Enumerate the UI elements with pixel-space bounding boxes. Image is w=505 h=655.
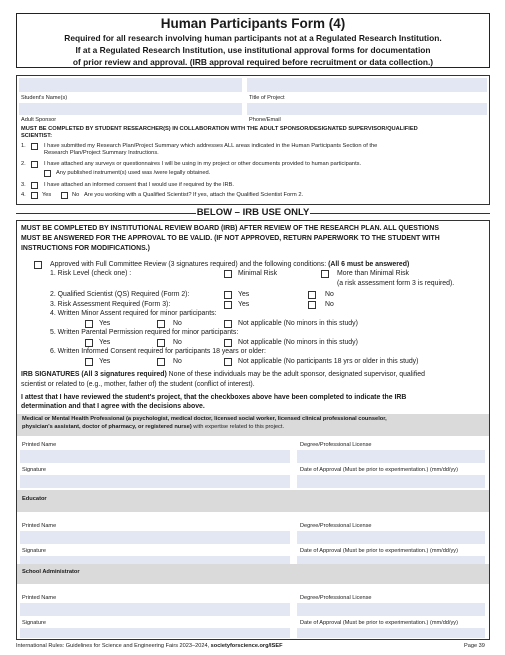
educator-date-label: Date of Approval (Must be prior to experimentation.) (mm/dd/yy) <box>300 548 458 554</box>
medical-heading-2 <box>22 424 284 431</box>
admin-heading-band <box>17 564 489 584</box>
q4-yes-label: Yes <box>99 320 111 327</box>
item-1-text-cont: Research Plan/Project Summary Instructions. <box>44 150 159 156</box>
medical-signature-label: Signature <box>22 467 46 473</box>
educator-date-field[interactable] <box>297 556 485 564</box>
item-1-text: I have submitted my Research Plan/Project Summary which addresses ALL areas indicated in the Human Participants Section of the <box>44 143 378 149</box>
irb-signatures-text <box>21 371 425 380</box>
q2-yes-label: Yes <box>238 291 250 298</box>
medical-heading: Medical or Mental Health Professional (a psychologist, medical doctor, licensed social worker, licensed clinical professional counselor, <box>22 416 387 422</box>
item-4-yes-checkbox[interactable] <box>31 192 38 199</box>
educator-printed-name-label: Printed Name <box>22 523 57 529</box>
q4-text: 4. Written Minor Assent required for minor participants: <box>50 310 217 317</box>
educator-heading: Educator <box>22 496 47 502</box>
q4-na-checkbox[interactable] <box>224 320 232 328</box>
student-section <box>16 75 490 205</box>
item-4-text: Are you working with a Qualified Scientist? If yes, attach the Qualified Scientist Form 2. <box>84 192 304 198</box>
admin-degree-field[interactable] <box>297 603 485 616</box>
educator-degree-label: Degree/Professional License <box>300 523 372 529</box>
item-2-text: I have attached any surveys or questionnaires I will be using in my project or other documents provided to human participants. <box>44 161 362 167</box>
risk-note: (a risk assessment form 3 is required). <box>337 280 455 287</box>
project-title-label: Title of Project <box>249 95 285 101</box>
medical-printed-name-label: Printed Name <box>22 442 57 448</box>
item-number: 2. <box>21 161 26 167</box>
approved-checkbox[interactable] <box>34 261 42 269</box>
item-4-no-checkbox[interactable] <box>61 192 68 199</box>
page-number: Page 39 <box>464 643 485 649</box>
item-number: 1. <box>21 143 26 149</box>
medical-date-label: Date of Approval (Must be prior to experimentation.) (mm/dd/yy) <box>300 467 458 473</box>
minimal-risk-checkbox[interactable] <box>224 270 232 278</box>
admin-date-label: Date of Approval (Must be prior to experimentation.) (mm/dd/yy) <box>300 620 458 626</box>
admin-date-field[interactable] <box>297 628 485 638</box>
medical-degree-label: Degree/Professional License <box>300 442 372 448</box>
q6-no-label: No <box>173 358 182 365</box>
educator-heading-band <box>17 490 489 512</box>
q4-na-label: Not applicable (No minors in this study) <box>238 320 358 327</box>
item-number: 4. <box>21 192 26 198</box>
admin-signature-field[interactable] <box>20 628 290 638</box>
item-3-text: I have attached an informed consent that I would use if required by the IRB. <box>44 182 235 188</box>
q3-no-label: No <box>325 301 334 308</box>
phone-email-field[interactable] <box>247 103 487 115</box>
approved-label: Approved with Full Committee Review (3 signatures required) and the following conditions: <box>50 261 327 268</box>
q6-yes-label: Yes <box>99 358 111 365</box>
q2-yes-checkbox[interactable] <box>224 291 232 299</box>
medical-heading-bold: physician's assistant, doctor of pharmacy, or registered nurse) <box>22 424 192 430</box>
q5-na-label: Not applicable (No minors in this study) <box>238 339 358 346</box>
educator-signature-label: Signature <box>22 548 46 554</box>
project-title-field[interactable] <box>247 78 487 92</box>
item-4-no-label: No <box>72 192 80 198</box>
adult-sponsor-field[interactable] <box>19 103 242 115</box>
footer-citation: International Rules: Guidelines for Science and Engineering Fairs 2023–2024, <box>16 643 210 649</box>
header-line-2: If at a Regulated Research Institution, use institutional approval forms for documentation <box>75 45 431 55</box>
more-than-minimal-checkbox[interactable] <box>321 270 329 278</box>
medical-printed-name-field[interactable] <box>20 450 290 463</box>
students-name-label: Student's Name(s) <box>21 95 68 101</box>
q5-yes-checkbox[interactable] <box>85 339 93 347</box>
footer-text <box>16 643 282 649</box>
irb-signatures-heading: IRB SIGNATURES (All 3 signatures required) <box>21 371 167 378</box>
q5-yes-label: Yes <box>99 339 111 346</box>
irb-signatures-note-2: scientist or related to (e.g., mother, father of) the student (conflict of interest). <box>21 381 255 388</box>
q3-yes-checkbox[interactable] <box>224 301 232 309</box>
admin-printed-name-label: Printed Name <box>22 595 57 601</box>
irb-instruction-1: MUST BE COMPLETED BY INSTITUTIONAL REVIEW BOARD (IRB) AFTER REVIEW OF THE RESEARCH PLAN. ALL QUESTIONS <box>21 225 439 232</box>
irb-use-only-text: BELOW – IRB USE ONLY <box>196 207 310 218</box>
adult-sponsor-label: Adult Sponsor <box>21 117 57 123</box>
students-name-field[interactable] <box>19 78 242 92</box>
header-line-3: of prior review and approval. (IRB approval required before recruitment or data collection.) <box>72 57 434 67</box>
educator-signature-field[interactable] <box>20 556 290 564</box>
q6-yes-checkbox[interactable] <box>85 358 93 366</box>
q3-yes-label: Yes <box>238 301 250 308</box>
q4-no-checkbox[interactable] <box>157 320 165 328</box>
educator-degree-field[interactable] <box>297 531 485 544</box>
q6-na-checkbox[interactable] <box>224 358 232 366</box>
q5-no-checkbox[interactable] <box>157 339 165 347</box>
phone-email-label: Phone/Email <box>249 117 281 123</box>
medical-signature-field[interactable] <box>20 475 290 488</box>
approved-bold: (All 6 must be answered) <box>328 261 410 268</box>
minimal-risk-label: Minimal Risk <box>238 270 278 277</box>
q1-text: 1. Risk Level (check one) : <box>50 270 132 277</box>
q5-na-checkbox[interactable] <box>224 339 232 347</box>
item-1-checkbox[interactable] <box>31 143 38 150</box>
form-header <box>16 13 490 68</box>
q5-text: 5. Written Parental Permission required for minor participants: <box>50 329 239 336</box>
q4-no-label: No <box>173 320 182 327</box>
q2-text: 2. Qualified Scientist (QS) Required (Form 2): <box>50 291 190 298</box>
attestation-1: I attest that I have reviewed the student's project, that the checkboxes above have been completed to indicate the IRB <box>21 394 407 401</box>
item-3-checkbox[interactable] <box>31 182 38 189</box>
irb-instruction-3: INSTRUCTIONS FOR MODIFICATIONS.) <box>21 245 150 252</box>
item-4-yes-label: Yes <box>42 192 52 198</box>
admin-printed-name-field[interactable] <box>20 603 290 616</box>
student-instruction: MUST BE COMPLETED BY STUDENT RESEARCHER(S) IN COLLABORATION WITH THE ADULT SPONSOR/DESIGNATED SUPERVISOR/QUALIFIED <box>21 126 418 132</box>
irb-instruction-2: MUST BE ANSWERED FOR THE APPROVAL TO BE VALID. (IF NOT APPROVED, RETURN PAPERWORK TO THE STUDENT WITH <box>21 235 440 242</box>
q2-no-checkbox[interactable] <box>308 291 316 299</box>
q5-no-label: No <box>173 339 182 346</box>
q6-text: 6. Written Informed Consent required for participants 18 years or older: <box>50 348 266 355</box>
form-title: Human Participants Form (4) <box>160 16 346 31</box>
item-number: 3. <box>21 182 26 188</box>
attestation-2: determination and that I agree with the decisions above. <box>21 403 205 410</box>
item-2-checkbox[interactable] <box>31 161 38 168</box>
irb-section <box>16 220 490 640</box>
q3-no-checkbox[interactable] <box>308 301 316 309</box>
admin-signature-label: Signature <box>22 620 46 626</box>
admin-degree-label: Degree/Professional License <box>300 595 372 601</box>
q2-no-label: No <box>325 291 334 298</box>
medical-degree-field[interactable] <box>297 450 485 463</box>
medical-date-field[interactable] <box>297 475 485 488</box>
q3-text: 3. Risk Assessment Required (Form 3): <box>50 301 171 308</box>
irb-use-only-label <box>16 207 490 218</box>
medical-heading-rest: with expertise related to this project. <box>191 424 285 430</box>
q4-yes-checkbox[interactable] <box>85 320 93 328</box>
more-than-minimal-label: More than Minimal Risk <box>337 270 409 277</box>
header-line-1: Required for all research involving human participants not at a Regulated Research Institution. <box>64 33 442 43</box>
item-2-sub-checkbox[interactable] <box>44 170 51 177</box>
irb-signatures-note: None of these individuals may be the adult sponsor, designated supervisor, qualified <box>166 371 425 378</box>
footer-url: societyforscience.org/ISEF <box>210 643 283 649</box>
admin-heading: School Administrator <box>22 569 80 575</box>
educator-printed-name-field[interactable] <box>20 531 290 544</box>
item-2-sub-text: Any published instrument(s) used was /were legally obtained. <box>56 170 211 176</box>
approved-text <box>50 261 409 270</box>
student-instruction-2: SCIENTIST: <box>21 133 52 139</box>
q6-no-checkbox[interactable] <box>157 358 165 366</box>
q6-na-label: Not applicable (No participants 18 yrs or older in this study) <box>238 358 419 365</box>
